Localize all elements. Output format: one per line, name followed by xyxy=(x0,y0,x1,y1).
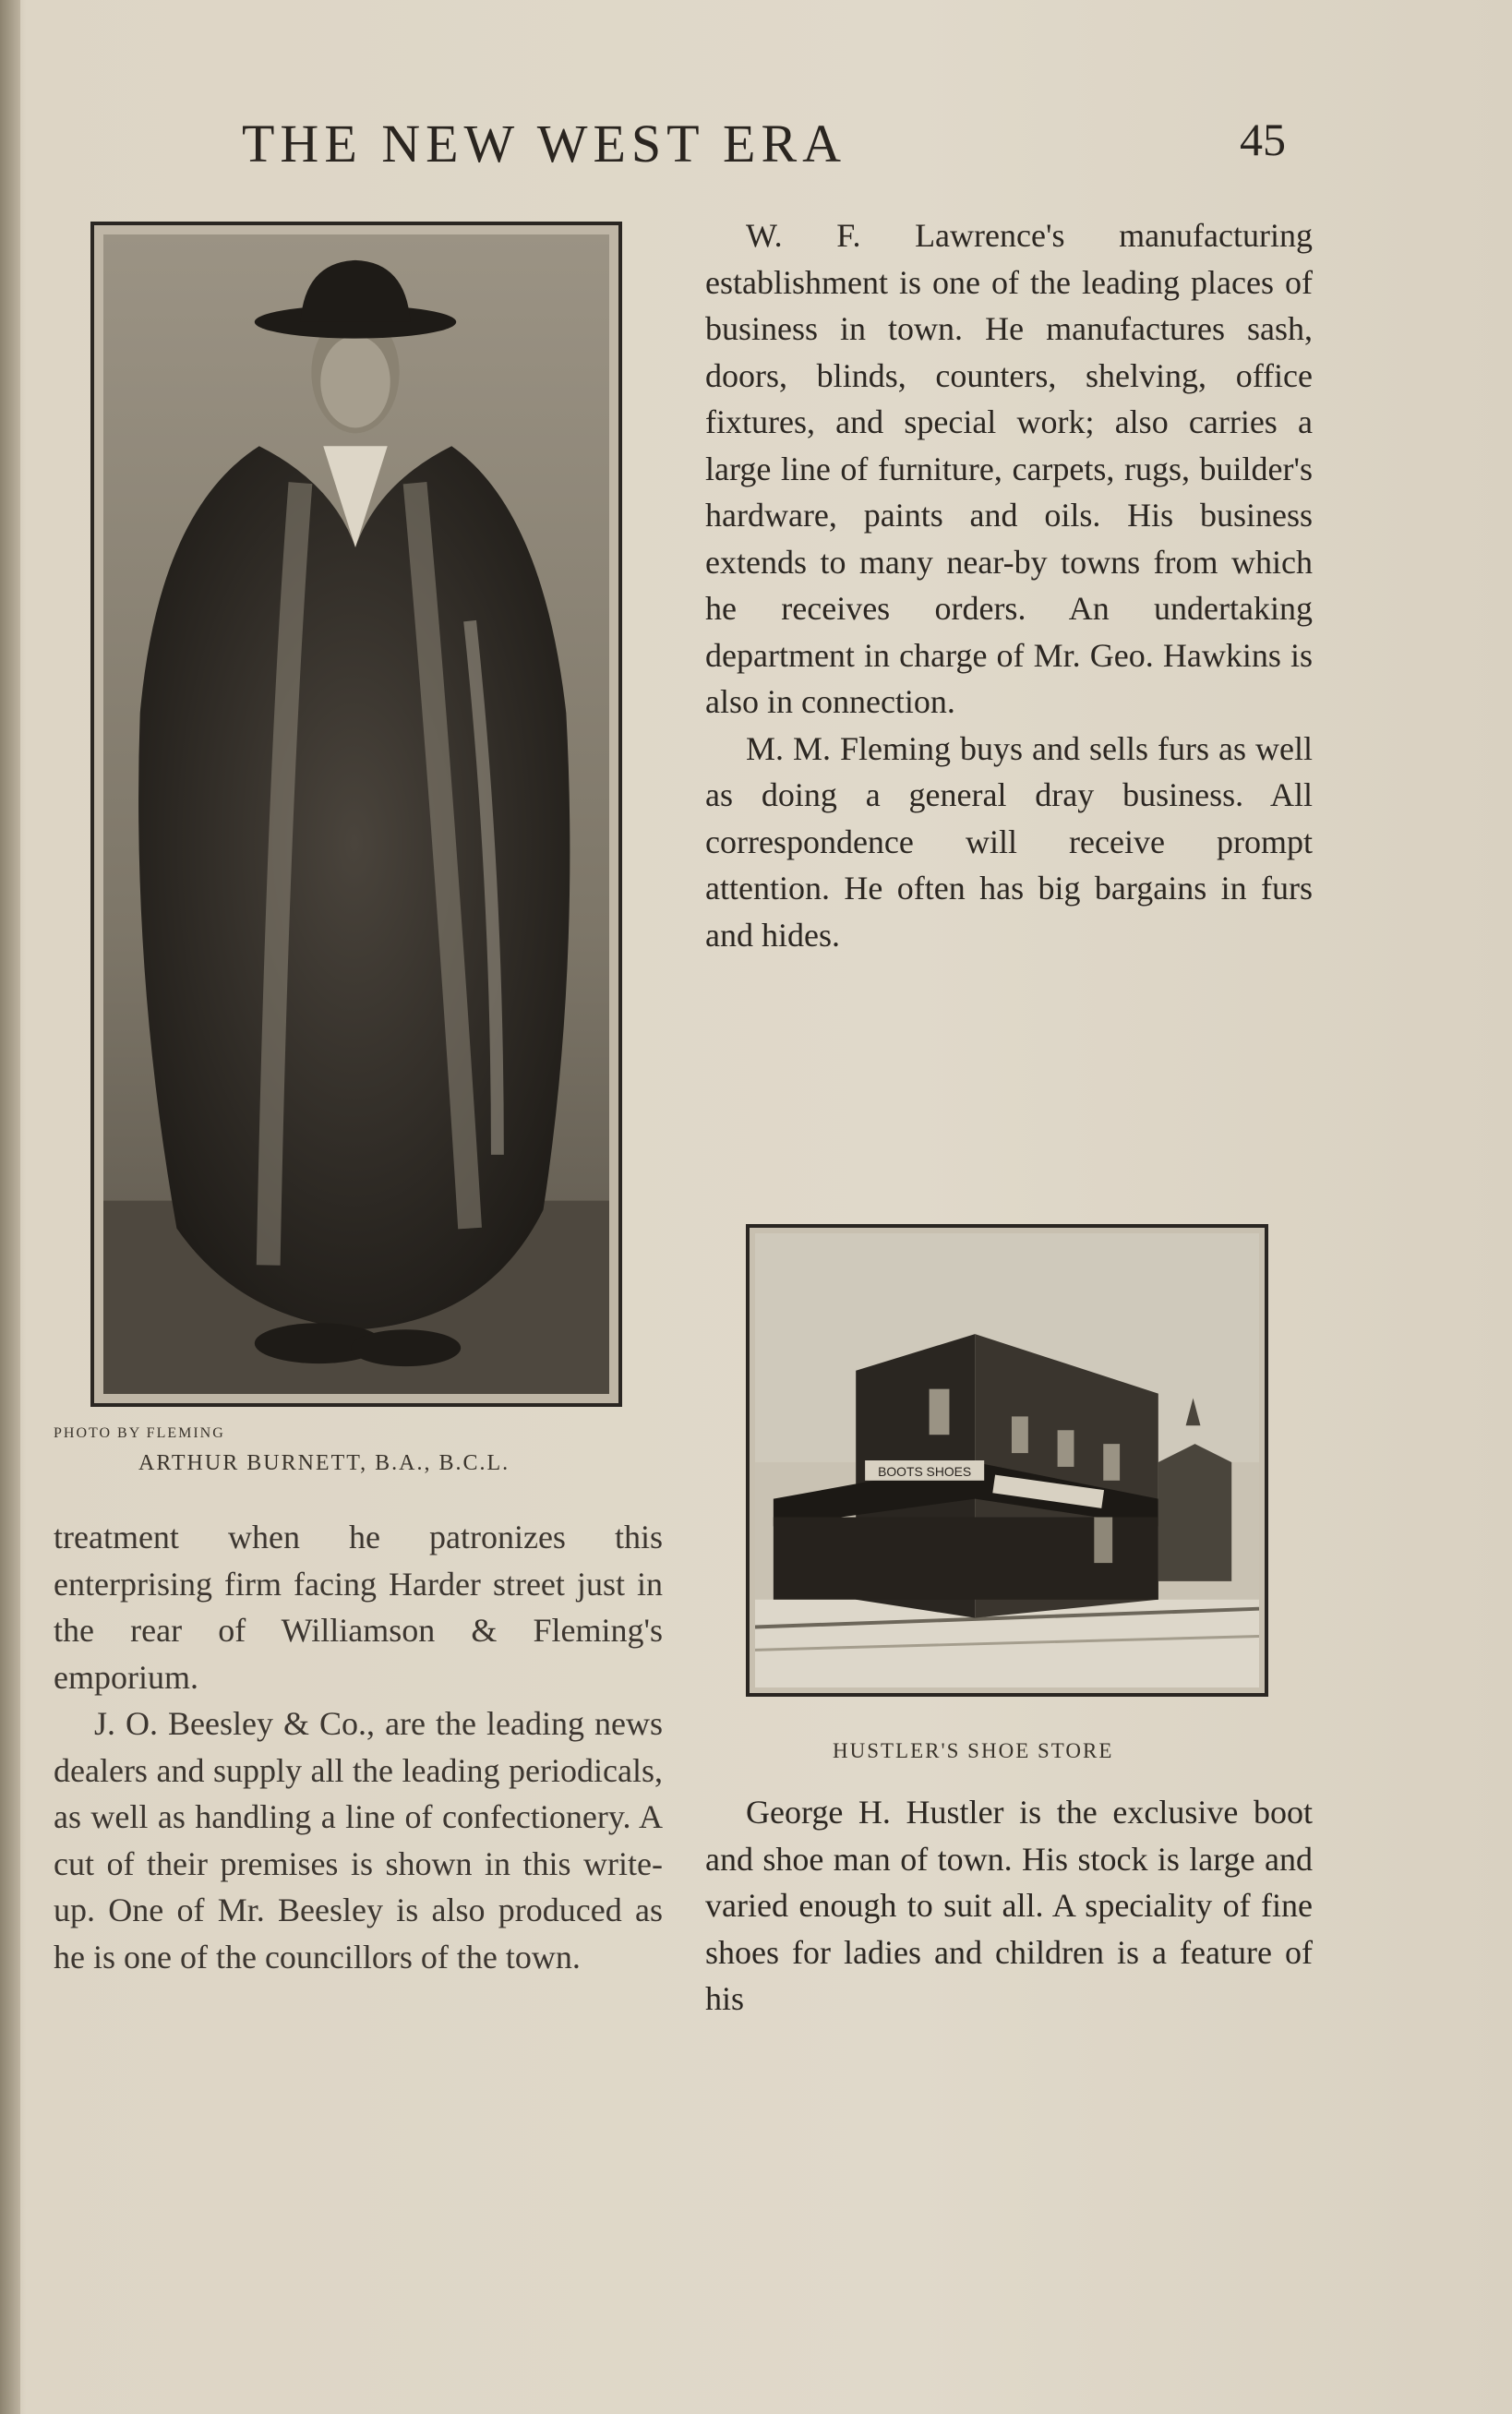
store-caption: HUSTLER'S SHOE STORE xyxy=(833,1739,1114,1762)
paragraph-hustler: George H. Hustler is the exclusive boot and shoe man of town. His stock is large and varied enough to suit all. A speciality of fine shoes for ladies and children is a feature of his xyxy=(705,1794,1313,2017)
store-image xyxy=(755,1233,1259,1687)
paragraph-fleming: M. M. Fleming buys and sells furs as well as doing a general dray business. All correspondence will receive prompt attention. He often has big bargains in furs and hides. xyxy=(705,729,1313,954)
portrait-image xyxy=(103,234,609,1394)
right-column-bottom xyxy=(705,1789,1313,2023)
left-column-bottom xyxy=(54,1514,663,1980)
page-spine-shadow xyxy=(0,0,20,2414)
portrait-photo xyxy=(90,222,622,1407)
page-number: 45 xyxy=(1240,114,1286,165)
running-header-title: THE NEW WEST ERA xyxy=(242,114,847,174)
store-sign-text: BOOTS SHOES xyxy=(878,1463,972,1479)
paragraph-beesley: J. O. Beesley & Co., are the leading news dealers and supply all the leading periodicals, as well as handling a line of confectionery. A cut of their premises is shown in this write-up. One of Mr. Beesley is also produced as he is one of the councillors of the town. xyxy=(54,1705,663,1976)
right-column-top xyxy=(705,212,1313,958)
paragraph-continued: treatment when he patronizes this enterprising firm facing Harder street just in the rear of Williamson & Fleming's emporium. xyxy=(54,1519,663,1696)
portrait-caption: ARTHUR BURNETT, B.A., B.C.L. xyxy=(138,1451,510,1475)
photo-credit: PHOTO BY FLEMING xyxy=(54,1425,225,1441)
paragraph-lawrence: W. F. Lawrence's manufacturing establishment is one of the leading places of business in town. He manufactures sash, doors, blinds, counters, shelving, office fixtures, and special work; also carries a large line of furniture, carpets, rugs, builder's hardware, paints and oils. His business extends to many near-by towns from which he receives orders. An undertaking department in charge of Mr. Geo. Hawkins is also in connection. xyxy=(705,217,1313,720)
store-photo xyxy=(746,1224,1268,1697)
